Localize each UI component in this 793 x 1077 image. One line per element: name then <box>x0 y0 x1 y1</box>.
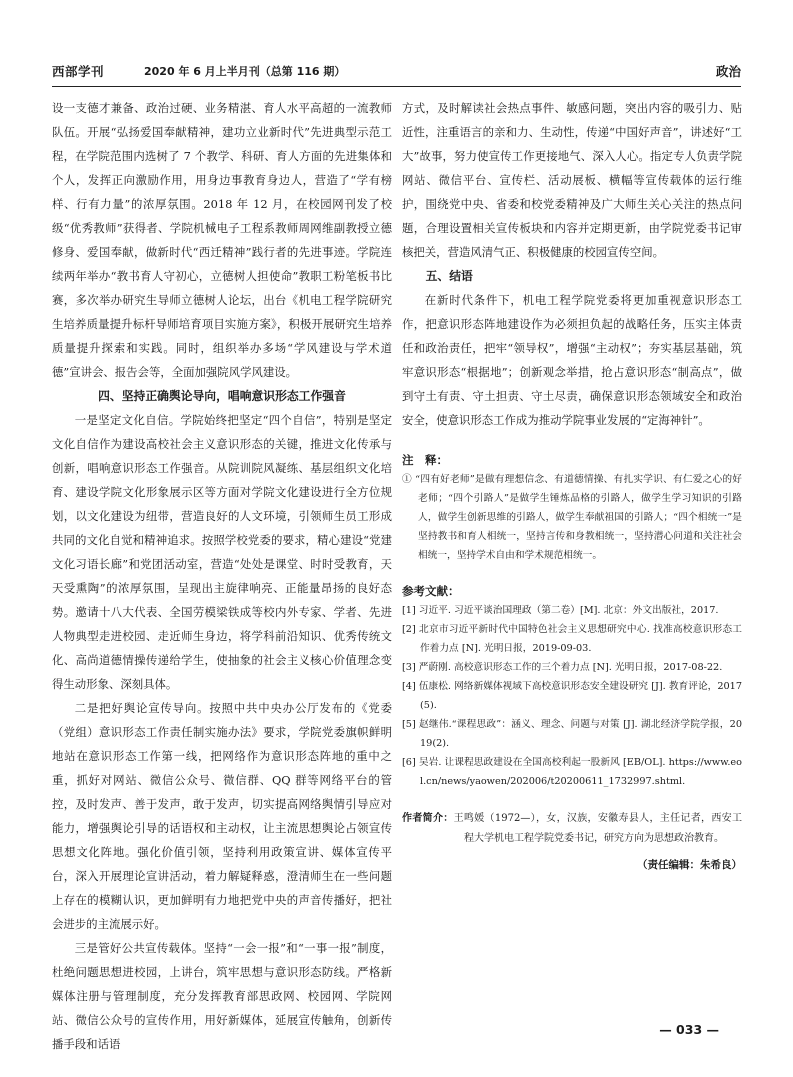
note-item: ① “四有好老师”是做有理想信念、有道德情操、有扎实学识、有仁爱之心的好老师；“四个引路人”是做学生锤炼品格的引路人，做学生学习知识的引路人，做学生创新思维的引路人，做学生奉献祖国的引路人；“四个相统一”是坚持教书和育人相统一，坚持言传和身教相统一，坚持潜心问道和关注社会相统一，坚持学术自由和学术规范相统一。 <box>402 474 742 561</box>
paragraph: 二是把好舆论宣传导向。按照中共中央办公厅发布的《党委（党组）意识形态工作责任制实施办法》要求，学院党委旗帜鲜明地站在意识形态工作第一线，把网络作为意识形态阵地的重中之重，抓好对网站、微信公众号、微信群、QQ 群等网络平台的管控，及时发声、善于发声，敢于发声，切实提高网络舆情引导应对能力，增强舆论引导的话语权和主动权，让主流思想舆论占领宣传思想文化阵地。强化价值引领，坚持利用政策宣讲、媒体宣传平台，深入开展理论宣讲活动，着力解疑释惑，澄清师生在一些问题上存在的模糊认识，更加鲜明有力地把党中央的声音传播好，把社会进步的主流展示好。 <box>52 701 392 931</box>
issue-info: 2020 年 6 月上半月刊（总第 116 期） <box>144 65 346 78</box>
reference-item: [5] 赵继伟.“课程思政”：涵义、理念、问题与对策 [J]. 湖北经济学院学报，2019(2). <box>402 719 742 749</box>
journal-masthead: 西部学刊 <box>52 64 105 79</box>
reference-item: [6] 吴岩. 让课程思政建设在全国高校利起一股新风 [EB/OL]. https://www.eol.cn/news/yaowen/202006/t20200611_1732997.shtml. <box>402 757 742 787</box>
author-bio <box>402 809 742 849</box>
paragraph: 设一支德才兼备、政治过硬、业务精湛、育人水平高超的一流教师队伍。开展“弘扬爱国奉献精神，建功立业新时代”先进典型示范工程，在学院范围内选树了 7 个教学、科研、育人方面的先进集体和个人，发挥正向激励作用，用身边事教育身边人，营造了“学有榜样、行有力量”的浓厚氛围。2018 年 12 月，在校园网刊发了校级“优秀教师”获得者、学院机械电子工程系教师周网维副教授立德修身、爱国奉献，做新时代“西迁精神”践行者的先进事迹。学院连续两年举办“教书育人守初心，立德树人担使命”教职工粉笔板书比赛，多次举办研究生导师立德树人论坛，出台《机电工程学院研究生培养质量提升标杆导师培育项目实施方案》，积极开展研究生培养质量提升探索和实践。同时，组织举办多场“学风建设与学术道德”宣讲会、报告会等，全面加强院风学风建设。 <box>52 101 392 379</box>
author-text: 王鸣媛（1972—），女，汉族，安徽寿县人，主任记者，西安工程大学机电工程学院党委书记，研究方向为思想政治教育。 <box>453 813 742 844</box>
paragraph: 三是管好公共宣传载体。坚持“一会一报”和“一事一报”制度，杜绝问题思想进校园，上讲台，筑牢思想与意识形态防线。严格新媒体注册与管理制度，充分发挥教育部思政网、校园网、学院网站、微信公众号的宣传作用，用好新媒体，延展宣传触角，创新传播手段和话语 <box>52 941 392 1051</box>
left-column <box>52 96 392 1056</box>
references-title: 参考文献： <box>402 584 460 598</box>
author-label: 作者简介： <box>402 813 454 824</box>
page-number: — 033 — <box>659 1022 719 1037</box>
section-label: 政治 <box>715 64 741 79</box>
right-column <box>402 96 742 877</box>
page-header <box>52 58 741 84</box>
notes-title: 注 释： <box>402 453 448 467</box>
reference-item: [4] 伍康松. 网络新媒体视域下高校意识形态安全建设研究 [J]. 教育评论，2017(5). <box>402 681 742 711</box>
section-heading-5: 五、结语 <box>425 269 473 283</box>
editor-credit: （责任编辑：朱希良） <box>637 859 742 871</box>
reference-item: [1] 习近平. 习近平谈治国理政（第二卷）[M]. 北京：外文出版社，2017. <box>402 605 719 616</box>
paragraph: 方式，及时解读社会热点事件、敏感问题，突出内容的吸引力、贴近性，注重语言的亲和力、生动性，传递“中国好声音”，讲述好“工大”故事，努力使宣传工作更接地气、深入人心。指定专人负责学院网站、微信平台、宣传栏、活动展板、横幅等宣传载体的运行维护，围绕党中央、省委和校党委精神及广大师生关心关注的热点问题，合理设置相关宣传板块和内容并定期更新，由学院党委书记审核把关，营造风清气正、积极健康的校园宣传空间。 <box>402 101 742 259</box>
header-rule <box>52 86 741 87</box>
reference-item: [2] 北京市习近平新时代中国特色社会主义思想研究中心. 找准高校意识形态工作着力点 [N]. 光明日报，2019-09-03. <box>402 624 742 654</box>
section-heading-4: 四、坚持正确舆论导向，唱响意识形态工作强音 <box>98 389 346 403</box>
reference-item: [3] 严蔚刚. 高校意识形态工作的三个着力点 [N]. 光明日报，2017-08-22. <box>402 662 723 673</box>
paragraph: 在新时代条件下，机电工程学院党委将更加重视意识形态工作，把意识形态阵地建设作为必须担负起的战略任务，压实主体责任和政治责任，把牢“领导权”，增强“主动权”；夯实基层基础，筑牢意识形态“根据地”；创新观念举措，抢占意识形态“制高点”，做到守土有责、守土担责、守土尽责，确保意识形态领域安全和政治安全，使意识形态工作成为推动学院事业发展的“定海神针”。 <box>402 293 742 427</box>
paragraph: 一是坚定文化自信。学院始终把坚定“四个自信”，特别是坚定文化自信作为建设高校社会主义意识形态的关键，推进文化传承与创新，唱响意识形态工作强音。从院训院风凝练、基层组织文化培育、建设学院文化形象展示区等方面对学院文化建设进行全方位规划，以文化建设为纽带，营造良好的人文环境，引领师生员工形成共同的文化自觉和精神追求。按照学校党委的要求，精心建设“党建文化习语长廊”和党团活动室，营造“处处是课堂、时时受教育，天天受熏陶”的浓厚氛围，呈现出主旋律响亮、正能量昂扬的良好态势。邀请十八大代表、全国劳模梁铁成等校内外专家、学者、先进人物典型走进校园、走近师生身边，将学科前沿知识、优秀传统文化、高尚道德情操传递给学生，使抽象的社会主义核心价值理念变得生动形象、深刻具体。 <box>52 413 392 691</box>
